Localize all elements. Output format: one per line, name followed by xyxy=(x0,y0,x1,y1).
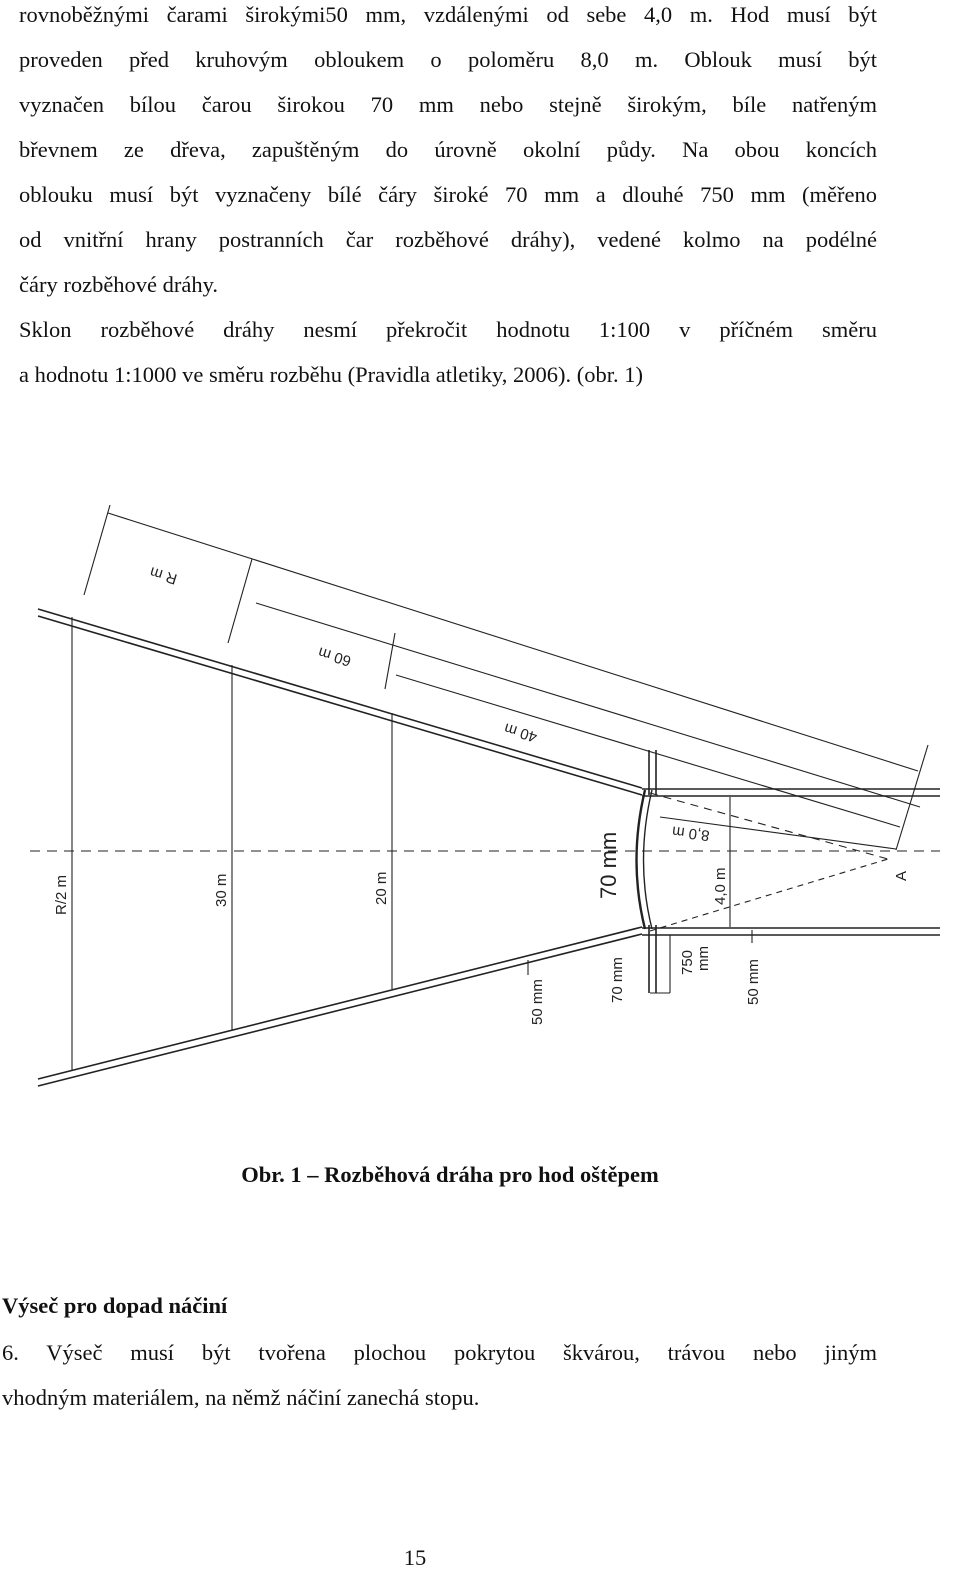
dimension-60m xyxy=(256,603,920,807)
text-line: proveden před kruhovým obloukem o poloměru 8,0 m. Oblouk musí být xyxy=(19,47,877,72)
text-line: oblouku musí být vyznačeny bílé čáry široké 70 mm a dlouhé 750 mm (měřeno xyxy=(19,182,877,207)
lower-boundary-line xyxy=(38,927,642,1079)
text-line: vhodným materiálem, na němž náčiní zanechá stopu. xyxy=(2,1385,480,1410)
radius-line-bottom xyxy=(650,859,888,931)
label-r2: R/2 m xyxy=(53,874,70,915)
figure-caption: Obr. 1 – Rozběhová dráha pro hod oštěpem xyxy=(241,1162,659,1187)
label-50mm-right: 50 mm xyxy=(745,959,762,1005)
text-line: od vnitřní hrany postranních čar rozběhové dráhy), vedené kolmo na podélné xyxy=(19,227,877,252)
label-50mm-left: 50 mm xyxy=(529,979,546,1025)
label-60m: 60 m xyxy=(316,643,354,670)
text-line: vyznačen bílou čarou širokou 70 mm nebo stejně širokým, bíle natřeným xyxy=(19,92,877,117)
javelin-runway-diagram xyxy=(30,505,950,1150)
upper-boundary-line xyxy=(38,609,642,788)
label-point-a: A xyxy=(893,870,910,881)
label-4m: 4,0 m xyxy=(712,867,729,905)
dimension-40m xyxy=(396,675,900,827)
label-70mm: 70 mm xyxy=(609,957,626,1003)
label-750-unit: mm xyxy=(695,946,712,971)
label-70mm-arc: 70 mm xyxy=(596,831,621,899)
paragraph-landing-sector xyxy=(2,1330,877,1420)
text-line: břevnem ze dřeva, zapuštěným do úrovně okolní půdy. Na obou koncích xyxy=(19,137,877,162)
paragraph-runway-slope xyxy=(19,307,877,397)
label-8m: 8,0 m xyxy=(671,822,711,844)
section-heading: Výseč pro dopad náčiní xyxy=(2,1293,228,1318)
label-750: 750 xyxy=(679,949,696,975)
text-line: rovnoběžnými čarami širokými50 mm, vzdálenými od sebe 4,0 m. Hod musí být xyxy=(19,2,877,27)
label-20m: 20 m xyxy=(373,871,390,905)
text-line: 6. Výseč musí být tvořena plochou pokrytou škvárou, trávou nebo jiným xyxy=(2,1340,877,1365)
label-30m: 30 m xyxy=(213,873,230,907)
page-number: 15 xyxy=(403,1545,427,1570)
paragraph-runway-markings xyxy=(19,0,877,307)
upper-boundary-line-inner xyxy=(38,616,642,795)
diagram-svg xyxy=(30,505,950,1150)
label-40m: 40 m xyxy=(502,719,540,746)
text-line: čáry rozběhové dráhy. xyxy=(19,272,219,297)
text-line: a hodnotu 1:1000 ve směru rozběhu (Pravidla atletiky, 2006). (obr. 1) xyxy=(19,362,644,387)
lower-boundary-line-inner xyxy=(38,934,642,1086)
text-line: Sklon rozběhové dráhy nesmí překročit hodnotu 1:100 v příčném směru xyxy=(19,317,877,342)
label-r-m: R m xyxy=(147,563,180,588)
